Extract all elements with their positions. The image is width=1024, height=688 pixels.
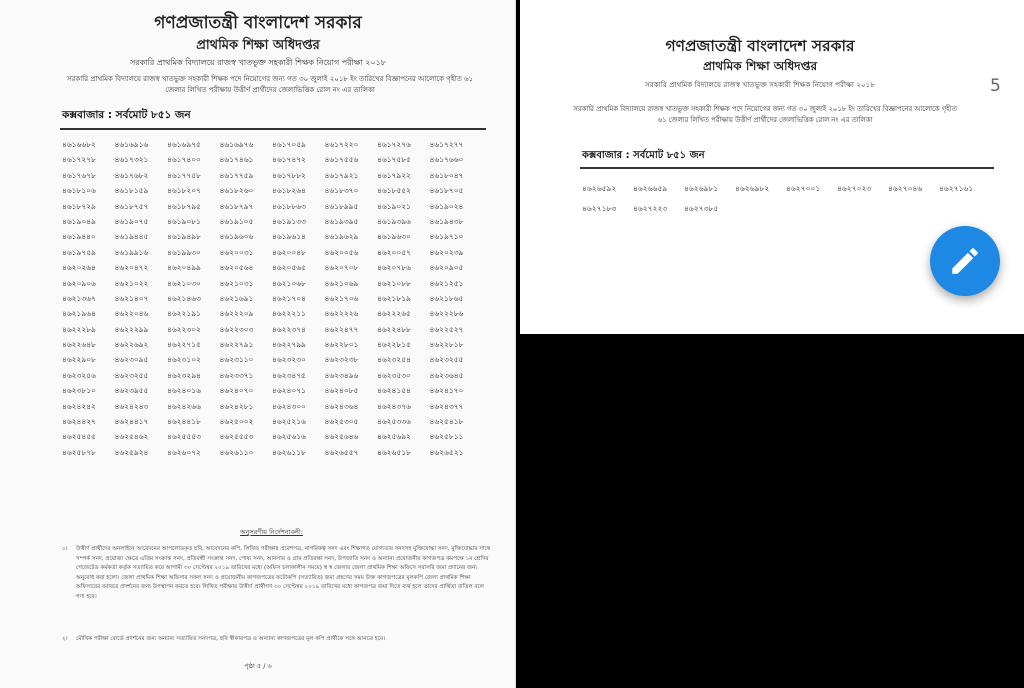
roll-number: ৪৬১৮৭৯৫ xyxy=(167,201,201,211)
roll-number: ৪৬২৫৬৯২ xyxy=(377,432,411,442)
roll-number: ৪৬২২২৮৬ xyxy=(429,309,464,319)
roll-number: ৪৬২১৪০৭ xyxy=(114,293,149,303)
roll-number: ৪৬২২১৯১ xyxy=(167,309,201,319)
roll-row xyxy=(62,432,482,447)
roll-number: ৪৬২৭০৪৬ xyxy=(888,184,923,193)
roll-number: ৪৬১৯৪৩৮ xyxy=(429,216,464,226)
roll-row xyxy=(62,386,482,401)
roll-number: ৪৬২৩১০২ xyxy=(167,355,201,365)
roll-number: ৪৬২৪০১৬ xyxy=(167,386,201,396)
roll-number: ৪৬২৬০৭২ xyxy=(167,447,201,457)
roll-number: ৪৬২৫৬১৬ xyxy=(272,432,306,442)
instructions-title: অনুসরণীয় নির্দেশনাবলী: xyxy=(240,528,303,536)
roll-number: ৪৬১৭৭৫৮ xyxy=(167,170,201,180)
roll-row xyxy=(62,171,482,186)
roll-number: ৪৬২০২৩৯ xyxy=(429,247,464,257)
roll-number: ৪৬২২৩০৩ xyxy=(219,324,254,334)
roll-number-grid xyxy=(62,140,482,463)
roll-number: ৪৬২১৭০৬ xyxy=(324,293,359,303)
divider xyxy=(580,167,994,169)
roll-number: ৪৬২২৭৯১ xyxy=(219,340,254,350)
roll-number: ৪৬১৯৩৯৬ xyxy=(377,216,411,226)
roll-number: ৪৬২৫৩০৫ xyxy=(324,417,359,427)
roll-number: ৪৬২২৬৪৮ xyxy=(62,340,96,350)
roll-number: ৪৬২২৮০১ xyxy=(324,340,359,350)
roll-number: ৪৬১৯৪৪০ xyxy=(62,232,96,242)
roll-number: ৪৬২৪২৪২ xyxy=(62,401,96,411)
district-total: কক্সবাজার : সর্বমোট ৮৫১ জন xyxy=(582,150,705,161)
roll-number: ৪৬১৭২২০ xyxy=(324,140,359,149)
roll-number: ৪৬২১৭০৪ xyxy=(272,293,306,303)
roll-number: ৪৬২১০৬৮ xyxy=(272,278,306,288)
roll-number: ৪৬১৯০৭৫ xyxy=(114,216,149,226)
roll-number: ৪৬১৯০২৪ xyxy=(429,201,464,211)
roll-number: ৪৬১৮১৫৯ xyxy=(114,186,149,196)
roll-number: ৪৬২৬৫১৮ xyxy=(377,447,411,457)
roll-number: ৪৬২৪০৭০ xyxy=(219,386,254,396)
roll-number: ৪৬২০৯০৬ xyxy=(62,278,96,288)
roll-number: ৪৬২৫৪৫৫ xyxy=(62,432,96,442)
roll-number: ৪৬২২০৪৬ xyxy=(114,309,149,319)
roll-number: ৪৬১৮৭২৯ xyxy=(62,201,96,211)
roll-number: ৪৬২৪২৮১ xyxy=(219,401,254,411)
roll-number: ৪৬১৮৮৬৩ xyxy=(272,201,306,211)
roll-number: ৪৬২৩৪৭৫ xyxy=(272,370,306,380)
roll-number: ৪৬১৯৩৯৫ xyxy=(324,216,359,226)
department-title: প্রাথমিক শিক্ষা অধিদপ্তর xyxy=(196,38,320,53)
list-description: সরকারি প্রাথমিক বিদ্যালয়ে রাজস্ব খাতভুক্ত সহকারী শিক্ষক পদে নিয়োগের জন্য গত ৩০ জুলাই ২০১৮ ইং তারিখের বিজ্ঞাপনের আলোকে গৃহীত ৬১ জেলার লিখিত পরীক্ষায় উত্তীর্ণ প্রার্থীদের জেলাভিত্তিক রোল নং এর তালিকা xyxy=(573,105,957,124)
roll-number: ৪৬১৭২৭৭ xyxy=(429,140,464,149)
roll-number: ৪৬২৪৪২৭ xyxy=(62,417,96,427)
roll-number: ৪৬২৪০৭১ xyxy=(272,386,306,396)
roll-number: ৪৬২৫৫৫৩ xyxy=(219,432,254,442)
roll-number: ৪৬২১২৫১ xyxy=(429,278,464,288)
roll-number: ৪৬১৬৯১৬ xyxy=(114,140,149,149)
divider xyxy=(60,128,486,130)
roll-number: ৪৬১৮১০৬ xyxy=(62,186,96,196)
roll-number: ৪৬২১০৬৯ xyxy=(324,278,359,288)
roll-number: ৪৬২১৮১৯ xyxy=(377,293,411,303)
roll-number: ৪৬২১৮৬৫ xyxy=(429,293,464,303)
roll-row xyxy=(62,155,482,170)
exam-title: সরকারি প্রাথমিক বিদ্যালয়ে রাজস্ব খাতভুক্ত সহকারী শিক্ষক নিয়োগ পরীক্ষা ২০১৮ xyxy=(645,80,875,89)
roll-number: ৪৬২৬৫২১ xyxy=(429,447,464,457)
roll-number: ৪৬২৬৯৮১ xyxy=(684,184,719,193)
roll-number: ৪৬১৮৩৭০ xyxy=(324,186,359,196)
roll-row xyxy=(62,340,482,355)
instruction-number: ২। xyxy=(62,636,68,642)
roll-number: ৪৬১৯৪৪৫ xyxy=(114,232,149,242)
roll-number: ৪৬২০৭০৮ xyxy=(324,263,359,273)
roll-row xyxy=(62,309,482,324)
roll-number: ৪৬২০০৫৭ xyxy=(377,247,411,257)
roll-row xyxy=(62,202,482,217)
list-description: সরকারি প্রাথমিক বিদ্যালয়ে রাজস্ব খাতভুক্ত সহকারী শিক্ষক পদে নিয়োগের জন্য গত ৩০ জুলাই ২০১৮ ইং তারিখের বিজ্ঞাপনের আলোকে গৃহীত ৬১ জেলার লিখিত পরীক্ষায় উত্তীর্ণ প্রার্থীদের জেলাভিত্তিক রোল নং এর তালিকা xyxy=(66,75,474,94)
roll-number: ৪৬২৫৮৭৮ xyxy=(62,447,96,457)
roll-number: ৪৬১৬৯৭৫ xyxy=(167,140,201,149)
roll-row xyxy=(62,417,482,432)
roll-number: ৪৬২০২৬৪ xyxy=(62,263,96,273)
roll-number: ৪৬১৯৭৫৯ xyxy=(62,247,96,257)
government-title: গণপ্রজাতন্ত্রী বাংলাদেশ সরকার xyxy=(154,13,362,33)
roll-number: ৪৬২৬৫৫৭ xyxy=(324,447,359,457)
roll-number: ৪৬২৬৬৫৯ xyxy=(633,184,668,193)
roll-row xyxy=(582,184,1002,204)
roll-number: ৪৬১৬৯৭৬ xyxy=(219,140,254,149)
roll-row xyxy=(62,371,482,386)
roll-number: ৪৬২৩২৯৪ xyxy=(167,370,201,380)
roll-number: ৪৬২০৪৭২ xyxy=(114,263,149,273)
roll-number: ৪৬২২২৬৫ xyxy=(377,309,411,319)
roll-number: ৪৬১৭৫৫৬ xyxy=(324,155,359,165)
roll-number: ৪৬২০৫৬৪ xyxy=(219,263,254,273)
roll-number: ৪৬২২৭১৫ xyxy=(167,340,201,350)
roll-number: ৪৬২৫৩৩৬ xyxy=(377,417,411,427)
roll-number: ৪৬১৭২৭৬ xyxy=(377,140,411,149)
roll-number: ৪৬১৭৪০০ xyxy=(167,155,201,165)
roll-number: ৪৬২৬৯৮২ xyxy=(735,184,770,193)
roll-number: ৪৬২২২১১ xyxy=(272,309,306,319)
roll-row xyxy=(582,204,1002,224)
roll-number: ৪৬২৩৮১০ xyxy=(62,386,96,396)
roll-number: ৪৬২২৪৭৭ xyxy=(324,324,359,334)
roll-number: ৪৬১৮০৪৭ xyxy=(429,170,464,180)
roll-number: ৪৬২৪৩৬৪ xyxy=(324,401,359,411)
roll-number: ৪৬১৭৬৮২ xyxy=(114,170,149,180)
roll-number: ৪৬২১০৩০ xyxy=(167,278,201,288)
roll-number: ৪৬২৩১১০ xyxy=(219,355,254,365)
roll-row xyxy=(62,140,482,155)
roll-number: ৪৬২২২৮৯ xyxy=(62,324,96,334)
roll-number: ৪৬২২২৯৯ xyxy=(114,324,149,334)
roll-number: ৪৬১৭৬৬০ xyxy=(429,155,464,165)
roll-number: ৪৬২১০৩১ xyxy=(219,278,254,288)
roll-number: ৪৬২১৪৬৩ xyxy=(167,293,201,303)
pencil-edit-icon xyxy=(948,244,982,278)
roll-number: ৪৬২২৬৯২ xyxy=(114,340,149,350)
roll-number: ৪৬১৭৪৬১ xyxy=(219,155,254,165)
instruction-text: মৌখিক পরীক্ষা বোর্ডে প্রদর্শনের জন্য অন্যান্য সত্যায়িত সনদপত্র, ছবি স্বীকারপত্র ও অন্যান্য কাগজপত্রের মূল কপি প্রার্থীকে সঙ্গে আনতে হবে। xyxy=(76,636,386,642)
roll-number: ৪৬১৭৪৭২ xyxy=(272,155,306,165)
roll-number: ৪৬২৫৮১১ xyxy=(429,432,464,442)
roll-number: ৪৬২০০৫৬ xyxy=(324,247,359,257)
roll-number: ৪৬১৭৯২১ xyxy=(324,170,359,180)
roll-number: ৪৬১৬৬৮২ xyxy=(62,140,96,149)
roll-row xyxy=(62,355,482,370)
roll-number: ৪৬১৯৭১০ xyxy=(429,232,464,242)
roll-number: ৪৬১৯১৩৩ xyxy=(272,216,306,226)
instruction-number: ১। xyxy=(62,546,68,552)
roll-number: ৪৬২৪১৫৪ xyxy=(377,386,411,396)
roll-number: ৪৬১৮২৬৪ xyxy=(272,186,306,196)
roll-number: ৪৬২৩২৫৪ xyxy=(377,355,411,365)
roll-number: ৪৬২২৭৯৯ xyxy=(272,340,306,350)
roll-number: ৪৬২৭৩৮৫ xyxy=(684,204,719,213)
roll-number: ৪৬২০০৩১ xyxy=(219,247,254,257)
roll-number: ৪৬২৭১৮৩ xyxy=(582,204,617,213)
roll-number: ৪৬২৫০০২ xyxy=(219,417,254,427)
roll-number: ৪৬২০৭৮৬ xyxy=(377,263,411,273)
roll-number: ৪৬২৭০২৩ xyxy=(837,184,872,193)
department-title: প্রাথমিক শিক্ষা অধিদপ্তর xyxy=(702,59,818,73)
roll-number: ৪৬২৪৩৭৭ xyxy=(429,401,464,411)
roll-number: ৪৬১৭৬৭৮ xyxy=(62,170,96,180)
roll-number: ৪৬২৭১৬১ xyxy=(939,184,974,193)
roll-number: ৪৬২৬৫৯২ xyxy=(582,184,617,193)
roll-number: ৪৬২৪১৭০ xyxy=(429,386,464,396)
roll-number: ৪৬২৫৬৪৬ xyxy=(324,432,359,442)
roll-number: ৪৬১৭৯২২ xyxy=(377,170,411,180)
roll-number: ৪৬২০৪৯৯ xyxy=(167,263,201,273)
roll-number: ৪৬১৯৯৩০ xyxy=(167,247,201,257)
instruction-2 xyxy=(62,635,492,645)
roll-number: ৪৬১৯৬১৪ xyxy=(272,232,306,242)
page-number: পৃষ্ঠা ৫ / ৬ xyxy=(244,662,272,670)
roll-number: ৪৬২৩৪৯৬ xyxy=(324,370,359,380)
district-total: কক্সবাজার : সর্বমোট ৮৫১ জন xyxy=(62,109,191,121)
roll-number: ৪৬১৮৭৫৭ xyxy=(114,201,149,211)
roll-number: ৪৬২৪৪১৭ xyxy=(114,417,149,427)
roll-row xyxy=(62,217,482,232)
exam-title: সরকারি প্রাথমিক বিদ্যালয়ে রাজস্ব খাতভুক্ত সহকারী শিক্ষক নিয়োগ পরীক্ষা ২০১৮ xyxy=(130,58,386,67)
roll-number: ৪৬২৩২৫৫ xyxy=(114,370,149,380)
roll-number: ৪৬২৩২৩০ xyxy=(272,355,306,365)
roll-number: ৪৬২৩২৩৮ xyxy=(324,355,359,365)
roll-row xyxy=(62,248,482,263)
roll-number: ৪৬২৫৯২৪ xyxy=(114,447,149,457)
roll-number: ৪৬২৫৫৫৩ xyxy=(167,432,201,442)
roll-number: ৪৬২৩৩৭১ xyxy=(219,370,254,380)
roll-row xyxy=(62,448,482,463)
roll-number: ৪৬২১৬৯১ xyxy=(219,293,254,303)
roll-number: ৪৬২৪৩৭৬ xyxy=(377,401,411,411)
roll-number: ৪৬২১৩৬৭ xyxy=(62,293,96,303)
roll-number: ৪৬১৯০৪৯ xyxy=(62,216,96,226)
roll-number: ৪৬২২৪৮৮ xyxy=(377,324,411,334)
page-indicator: 5 xyxy=(990,76,1001,96)
roll-number: ৪৬২৪৩০০ xyxy=(272,401,306,411)
roll-number: ৪৬২১৯৬৪ xyxy=(62,309,96,319)
roll-number: ৪৬২৬১১৮ xyxy=(272,447,306,457)
right-result-page[interactable] xyxy=(520,0,1024,334)
roll-number: ৪৬১৮৭০৫ xyxy=(429,186,464,196)
roll-number: ৪৬২১০২২ xyxy=(114,278,149,288)
roll-number: ৪৬২২৩৭৪ xyxy=(272,324,306,334)
roll-number: ৪৬১৯৪৯৮ xyxy=(167,232,201,242)
roll-number: ৪৬২৩৬৪৫ xyxy=(429,370,464,380)
roll-row xyxy=(62,325,482,340)
roll-number: ৪৬২৩০৯৫ xyxy=(114,355,149,365)
roll-number: ৪৬২৩২৫৫ xyxy=(429,355,464,365)
roll-number: ৪৬১৭৫৮৫ xyxy=(377,155,411,165)
roll-number: ৪৬২০০৪৮ xyxy=(272,247,306,257)
roll-number: ৪৬২২২০৯ xyxy=(219,309,254,319)
roll-number: ৪৬১৭৮৮২ xyxy=(272,170,306,180)
roll-number: ৪৬১৮৯৯৫ xyxy=(324,201,359,211)
roll-number: ৪৬২৭২২৩ xyxy=(633,204,668,213)
roll-number: ৪৬১৭৩২১ xyxy=(114,155,149,165)
roll-number: ৪৬১৮২৬০ xyxy=(219,186,254,196)
roll-number: ৪৬১৮৫৫২ xyxy=(377,186,411,196)
roll-number: ৪৬২২৩০২ xyxy=(167,324,201,334)
roll-number: ৪৬১৯৯১৬ xyxy=(114,247,149,257)
roll-number: ৪৬২২৯০৮ xyxy=(62,355,96,365)
roll-number: ৪৬১৭২৭৮ xyxy=(62,155,96,165)
roll-number: ৪৬২৭০০১ xyxy=(786,184,821,193)
roll-row xyxy=(62,186,482,201)
roll-number: ৪৬২২৮১৮ xyxy=(429,340,464,350)
roll-row xyxy=(62,294,482,309)
roll-number: ৪৬২৫৪১৮ xyxy=(429,417,464,427)
roll-number: ৪৬২৬১১০ xyxy=(219,447,254,457)
roll-number: ৪৬২০৫৬৫ xyxy=(272,263,306,273)
roll-number: ৪৬১৭৭৫৯ xyxy=(219,170,254,180)
roll-number: ৪৬১৯৬০৬ xyxy=(219,232,254,242)
roll-number: ৪৬২২৮১৫ xyxy=(377,340,411,350)
roll-number: ৪৬১৯১০৫ xyxy=(219,216,254,226)
roll-number: ৪৬২৪০৮৫ xyxy=(324,386,359,396)
roll-number: ৪৬২৩৯৫৫ xyxy=(114,386,149,396)
roll-number: ৪৬২৪২৪৩ xyxy=(114,401,149,411)
roll-number: ৪৬২৪৪১৮ xyxy=(167,417,201,427)
roll-number: ৪৬১৯৬২৯ xyxy=(324,232,359,242)
roll-row xyxy=(62,279,482,294)
roll-number: ৪৬২৫২১৬ xyxy=(272,417,306,427)
roll-row xyxy=(62,402,482,417)
roll-number: ৪৬১৯৬৩০ xyxy=(377,232,411,242)
roll-number: ৪৬২২৫২৭ xyxy=(429,324,464,334)
roll-number: ৪৬২৫৪৬২ xyxy=(114,432,149,442)
edit-fab-button[interactable] xyxy=(930,226,1000,296)
roll-number: ৪৬২২২২৬ xyxy=(324,309,359,319)
roll-number: ৪৬১৯০২১ xyxy=(377,201,411,211)
roll-number: ৪৬১৮২০৭ xyxy=(167,186,201,196)
roll-number: ৪৬২৪২৬৬ xyxy=(167,401,201,411)
roll-number: ৪৬২০৯০৫ xyxy=(429,263,464,273)
roll-number: ৪৬২৩৫৩০ xyxy=(377,370,411,380)
roll-number: ৪৬১৮৭৯৭ xyxy=(219,201,254,211)
roll-number-grid xyxy=(582,184,1002,224)
roll-row xyxy=(62,263,482,278)
government-title: গণপ্রজাতন্ত্রী বাংলাদেশ সরকার xyxy=(665,37,855,55)
roll-number: ৪৬২৩২৫৬ xyxy=(62,370,96,380)
roll-row xyxy=(62,232,482,247)
instruction-1 xyxy=(62,545,492,603)
instruction-text: উত্তীর্ণ প্রার্থীদের অনলাইনে আবেদনের আপলোডকৃত ছবি, আবেদনের কপি, লিখিত পরীক্ষার প্রবেশপত্র, নাগরিকত্ব সনদ এবং শিক্ষাগত যোগ্যতার সনদসহ মুক্তিযোদ্ধা সনদ, মুক্তিযোদ্ধার সাথে সম্পর্ক সনদ, প্রযোজ্য ক্ষেত্রে এতিম সংক্রান্ত সনদ, প্রতিবন্ধী সংক্রান্ত সনদ, পোষ্য সনদ, আনসার ও গ্রাম প্রতিরক্ষা সনদ, উপজাতি সনদ ও অন্যান্য প্রয়োজনীয় কাগজপত্র কমপক্ষে ১ম শ্রেণির গেজেটেড কর্মকর্তা কর্তৃক সত্যায়িত করে আগামী ৩০ সেপ্টেম্বর ২০১৯ তারিখের মধ্যে (অফিস চলাকালীন সময়ে) স্ব স্ব জেলার জেলা প্রাথমিক শিক্ষা অফিসে সরাসরি জমা প্রদানের জন্য অনুরোধ করা হলো। জেলা প্রাথমিক শিক্ষা অফিসার সকল সনদ ও প্রয়োজনীয় কাগজপত্রের ফটোকপি (সত্যায়িত) জমা গ্রহণের সময় উক্ত কাগজপত্রের মূলকপি জেলা প্রাথমিক শিক্ষা অফিসারের বরাবরে প্রদর্শনের জন্য উপস্থাপন করতে হবে। লিখিত পরীক্ষায় উত্তীর্ণ প্রার্থীগণ ৩০ সেপ্টেম্বর ২০১৯ তারিখের মধ্যে কাগজপত্র জমা দিতে ব্যর্থ হলে তাদের প্রার্থিতা বাতিল বলে গণ্য হবে। xyxy=(76,546,491,600)
roll-number: ৪৬১৭০৫৯ xyxy=(272,140,306,149)
roll-number: ৪৬২১০৮৮ xyxy=(377,278,411,288)
roll-number: ৪৬১৯০৮১ xyxy=(167,216,201,226)
